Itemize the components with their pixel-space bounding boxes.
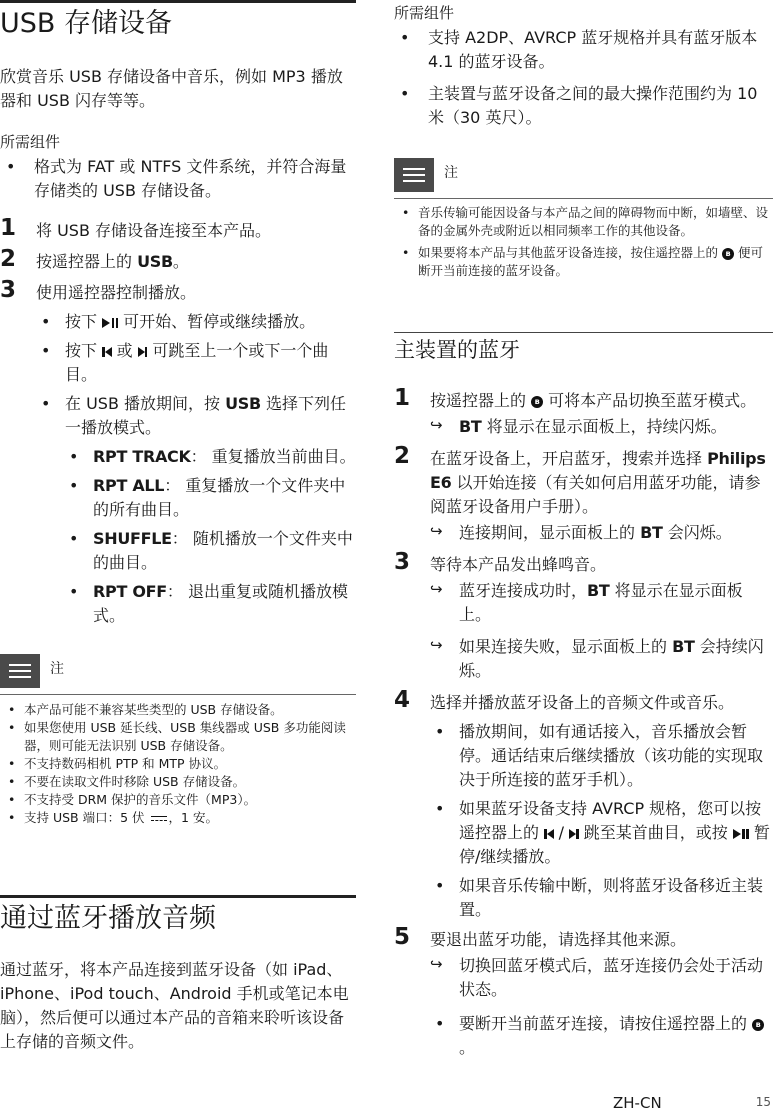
result-arrow-icon: ↪ xyxy=(430,636,443,654)
result-arrow-icon: ↪ xyxy=(430,955,443,973)
note-item: • 音乐传输可能因设备与本产品之间的障碍物而中断，如墙壁、设备的金属外壳或附近以相同频率工作的其他设备。 xyxy=(394,204,773,240)
list-item: • 主装置与蓝牙设备之间的最大操作范围约为 10 米（30 英尺）。 xyxy=(394,82,773,130)
mode-key: RPT ALL xyxy=(93,476,165,495)
step-result xyxy=(430,635,773,683)
note-text: 支持 USB 端口：5 伏 xyxy=(24,810,149,825)
step-5 xyxy=(394,924,773,1060)
previous-arrow xyxy=(547,829,554,839)
note-item: • 不要在读取文件时移除 USB 存储设备。 xyxy=(0,773,356,791)
list-item: • 支持 A2DP、AVRCP 蓝牙规格并具有蓝牙版本 4.1 的蓝牙设备。 xyxy=(394,26,773,74)
control-play-pause xyxy=(36,310,356,334)
bluetooth-note xyxy=(394,158,773,280)
note-text: ，1 安。 xyxy=(168,810,218,825)
control-text: 或 xyxy=(111,341,138,360)
play-pause-icon xyxy=(733,829,741,839)
note-label: 注 xyxy=(50,661,64,677)
step-result xyxy=(430,415,773,439)
section-rule xyxy=(394,332,773,333)
step-bullet xyxy=(430,1012,773,1060)
step-3 xyxy=(0,277,356,628)
note-item: • 本产品可能不兼容某些类型的 USB 存储设备。 xyxy=(0,701,356,719)
note-box xyxy=(0,694,356,827)
step-text: 按遥控器上的 xyxy=(430,391,532,410)
step-text: 将 USB 存储设备连接至本产品。 xyxy=(36,221,272,240)
note-item: • 不支持数码相机 PTP 和 MTP 协议。 xyxy=(0,755,356,773)
note-item: • 不支持受 DRM 保护的音乐文件（MP3）。 xyxy=(0,791,356,809)
previous-arrow xyxy=(105,347,112,357)
mode-desc: ： 退出重复或随机播放模式。 xyxy=(93,582,348,625)
bt-indicator: BT xyxy=(672,637,695,656)
result-text: 连接期间，显示面板上的 xyxy=(459,523,641,542)
note-item: • 如果您使用 USB 延长线、USB 集线器或 USB 多功能阅读器，则可能无法识别 USB 存储设备。 xyxy=(0,719,356,755)
step-bullet xyxy=(430,797,773,869)
requirements-list xyxy=(394,26,773,130)
mode-desc: ： 随机播放一个文件夹中的曲目。 xyxy=(93,529,353,572)
mode-key: RPT TRACK xyxy=(93,447,191,466)
page-number: 15 xyxy=(755,1095,771,1109)
control-text: 按下 xyxy=(65,312,103,331)
step-4 xyxy=(394,687,773,922)
step-text: 在蓝牙设备上，开启蓝牙，搜索并选择 xyxy=(430,449,708,468)
control-text: 在 USB 播放期间，按 xyxy=(65,394,226,413)
step-number: 2 xyxy=(394,443,411,469)
note-header xyxy=(394,158,773,198)
step-1 xyxy=(0,215,356,243)
bullet-text: 跳至某首曲目，或按 xyxy=(578,823,733,842)
mode-rpt-off xyxy=(65,580,356,628)
result-text: 将显示在显示面板上，持续闪烁。 xyxy=(481,417,727,436)
control-text: 可开始、暂停或继续播放。 xyxy=(118,312,316,331)
note-label: 注 xyxy=(444,165,458,181)
language-code: ZH-CN xyxy=(613,1094,662,1112)
dc-symbol-icon xyxy=(151,815,167,823)
requirements-list xyxy=(0,155,356,203)
step-number: 2 xyxy=(0,246,17,272)
step-text: 按遥控器上的 xyxy=(36,252,138,271)
step-text: 。 xyxy=(172,252,189,271)
device-name: Philips E6 xyxy=(430,449,766,492)
bluetooth-icon: ʙ xyxy=(752,1019,764,1031)
bluetooth-icon: ʙ xyxy=(722,248,734,260)
result-text: 蓝牙连接成功时， xyxy=(459,581,588,600)
bullet-text: 暂停/继续播放。 xyxy=(459,823,770,866)
bluetooth-steps xyxy=(394,385,773,1060)
usb-steps xyxy=(0,215,356,628)
pause-bar xyxy=(742,829,745,839)
next-icon xyxy=(569,829,576,839)
step-text: 以开始连接（有关如何启用蓝牙功能，请参阅蓝牙设备用户手册）。 xyxy=(430,473,761,516)
step-text: 要退出蓝牙功能，请选择其他来源。 xyxy=(430,930,687,949)
step-number: 4 xyxy=(394,687,411,713)
usb-section-title: USB 存储设备 xyxy=(0,8,173,39)
mode-rpt-track xyxy=(65,445,356,469)
list-item: • 格式为 FAT 或 NTFS 文件系统，并符合海量存储类的 USB 存储设备。 xyxy=(0,155,356,203)
bt-indicator: BT xyxy=(459,417,482,436)
note-header xyxy=(0,654,356,694)
note-icon xyxy=(394,158,434,192)
next-icon xyxy=(138,347,145,357)
result-text: 如果连接失败，显示面板上的 xyxy=(459,637,673,656)
step-text: 等待本产品发出蜂鸣音。 xyxy=(430,555,607,574)
bt-indicator: BT xyxy=(640,523,663,542)
step-result xyxy=(430,954,773,1002)
control-text: 按下 xyxy=(65,341,103,360)
result-arrow-icon: ↪ xyxy=(430,522,443,540)
mode-rpt-all xyxy=(65,474,356,522)
usb-key: USB xyxy=(225,394,261,413)
bluetooth-section-title: 通过蓝牙播放音频 xyxy=(0,903,216,934)
requirements-label: 所需组件 xyxy=(394,4,455,22)
mode-key: SHUFFLE xyxy=(93,529,172,548)
right-column xyxy=(394,0,773,1060)
step-number: 3 xyxy=(394,549,411,575)
result-arrow-icon: ↪ xyxy=(430,580,443,598)
result-text: 会闪烁。 xyxy=(662,523,732,542)
section-rule xyxy=(0,0,356,3)
bullet-text: / xyxy=(553,823,570,842)
usb-note xyxy=(0,654,356,827)
bullet-text: 。 xyxy=(459,1038,476,1057)
note-item xyxy=(394,244,773,280)
step-text: 使用遥控器控制播放。 xyxy=(36,283,197,302)
step-bullet: • 播放期间，如有通话接入，音乐播放会暂停。通话结束后继续播放（该功能的实现取决于所连接的蓝牙手机）。 xyxy=(430,720,773,792)
mode-desc: ： 重复播放当前曲目。 xyxy=(190,447,356,466)
result-text: 会持续闪烁。 xyxy=(459,637,764,680)
step-2 xyxy=(0,246,356,274)
control-mode xyxy=(36,392,356,628)
note-text: 如果要将本产品与其他蓝牙设备连接，按住遥控器上的 xyxy=(418,245,722,260)
note-icon xyxy=(0,654,40,688)
page-footer xyxy=(613,1094,773,1112)
mode-shuffle xyxy=(65,527,356,575)
usb-intro: 欣赏音乐 USB 存储设备中音乐，例如 MP3 播放器和 USB 闪存等等。 xyxy=(0,67,343,110)
control-text: 选择下列任一播放模式。 xyxy=(65,394,347,437)
step-3 xyxy=(394,549,773,683)
result-text: 将显示在显示面板上。 xyxy=(459,581,743,624)
note-text: 便可断开当前连接的蓝牙设备。 xyxy=(418,245,763,278)
bullet-text: 如果蓝牙设备支持 AVRCP 规格，您可以按遥控器上的 xyxy=(459,799,762,842)
mode-desc: ： 重复播放一个文件夹中的所有曲目。 xyxy=(93,476,346,519)
main-unit-bluetooth-title: 主装置的蓝牙 xyxy=(394,338,520,362)
step-2 xyxy=(394,443,773,545)
note-item-power xyxy=(0,809,356,827)
bullet-text: 要断开当前蓝牙连接，请按住遥控器上的 xyxy=(459,1014,753,1033)
step-number: 1 xyxy=(0,215,17,241)
step-number: 1 xyxy=(394,385,411,411)
step-result xyxy=(430,521,773,545)
section-rule xyxy=(0,895,356,898)
result-arrow-icon: ↪ xyxy=(430,416,443,434)
step-bullet: • 如果音乐传输中断，则将蓝牙设备移近主装置。 xyxy=(430,874,773,922)
play-pause-icon xyxy=(102,318,110,328)
step-text: 选择并播放蓝牙设备上的音频文件或音乐。 xyxy=(430,693,735,712)
left-column xyxy=(0,0,356,1054)
bluetooth-icon: ʙ xyxy=(531,396,543,408)
bt-indicator: BT xyxy=(587,581,610,600)
control-skip xyxy=(36,339,356,387)
step-1 xyxy=(394,385,773,439)
mode-key: RPT OFF xyxy=(93,582,167,601)
step-number: 5 xyxy=(394,924,411,950)
step-number: 3 xyxy=(0,277,17,303)
bluetooth-intro: 通过蓝牙，将本产品连接到蓝牙设备（如 iPad、iPhone、iPod touch、Android 手机或笔记本电脑），然后便可以通过本产品的音箱来聆听该设备上存储的音频文件。 xyxy=(0,960,349,1051)
requirements-label: 所需组件 xyxy=(0,133,61,151)
step-text: 可将本产品切换至蓝牙模式。 xyxy=(543,391,757,410)
control-text: 可跳至上一个或下一个曲目。 xyxy=(65,341,329,384)
result-text: 切换回蓝牙模式后，蓝牙连接仍会处于活动状态。 xyxy=(459,956,764,999)
note-box xyxy=(394,198,773,280)
usb-key: USB xyxy=(137,252,173,271)
pause-bar xyxy=(112,318,115,328)
step-result xyxy=(430,579,773,627)
